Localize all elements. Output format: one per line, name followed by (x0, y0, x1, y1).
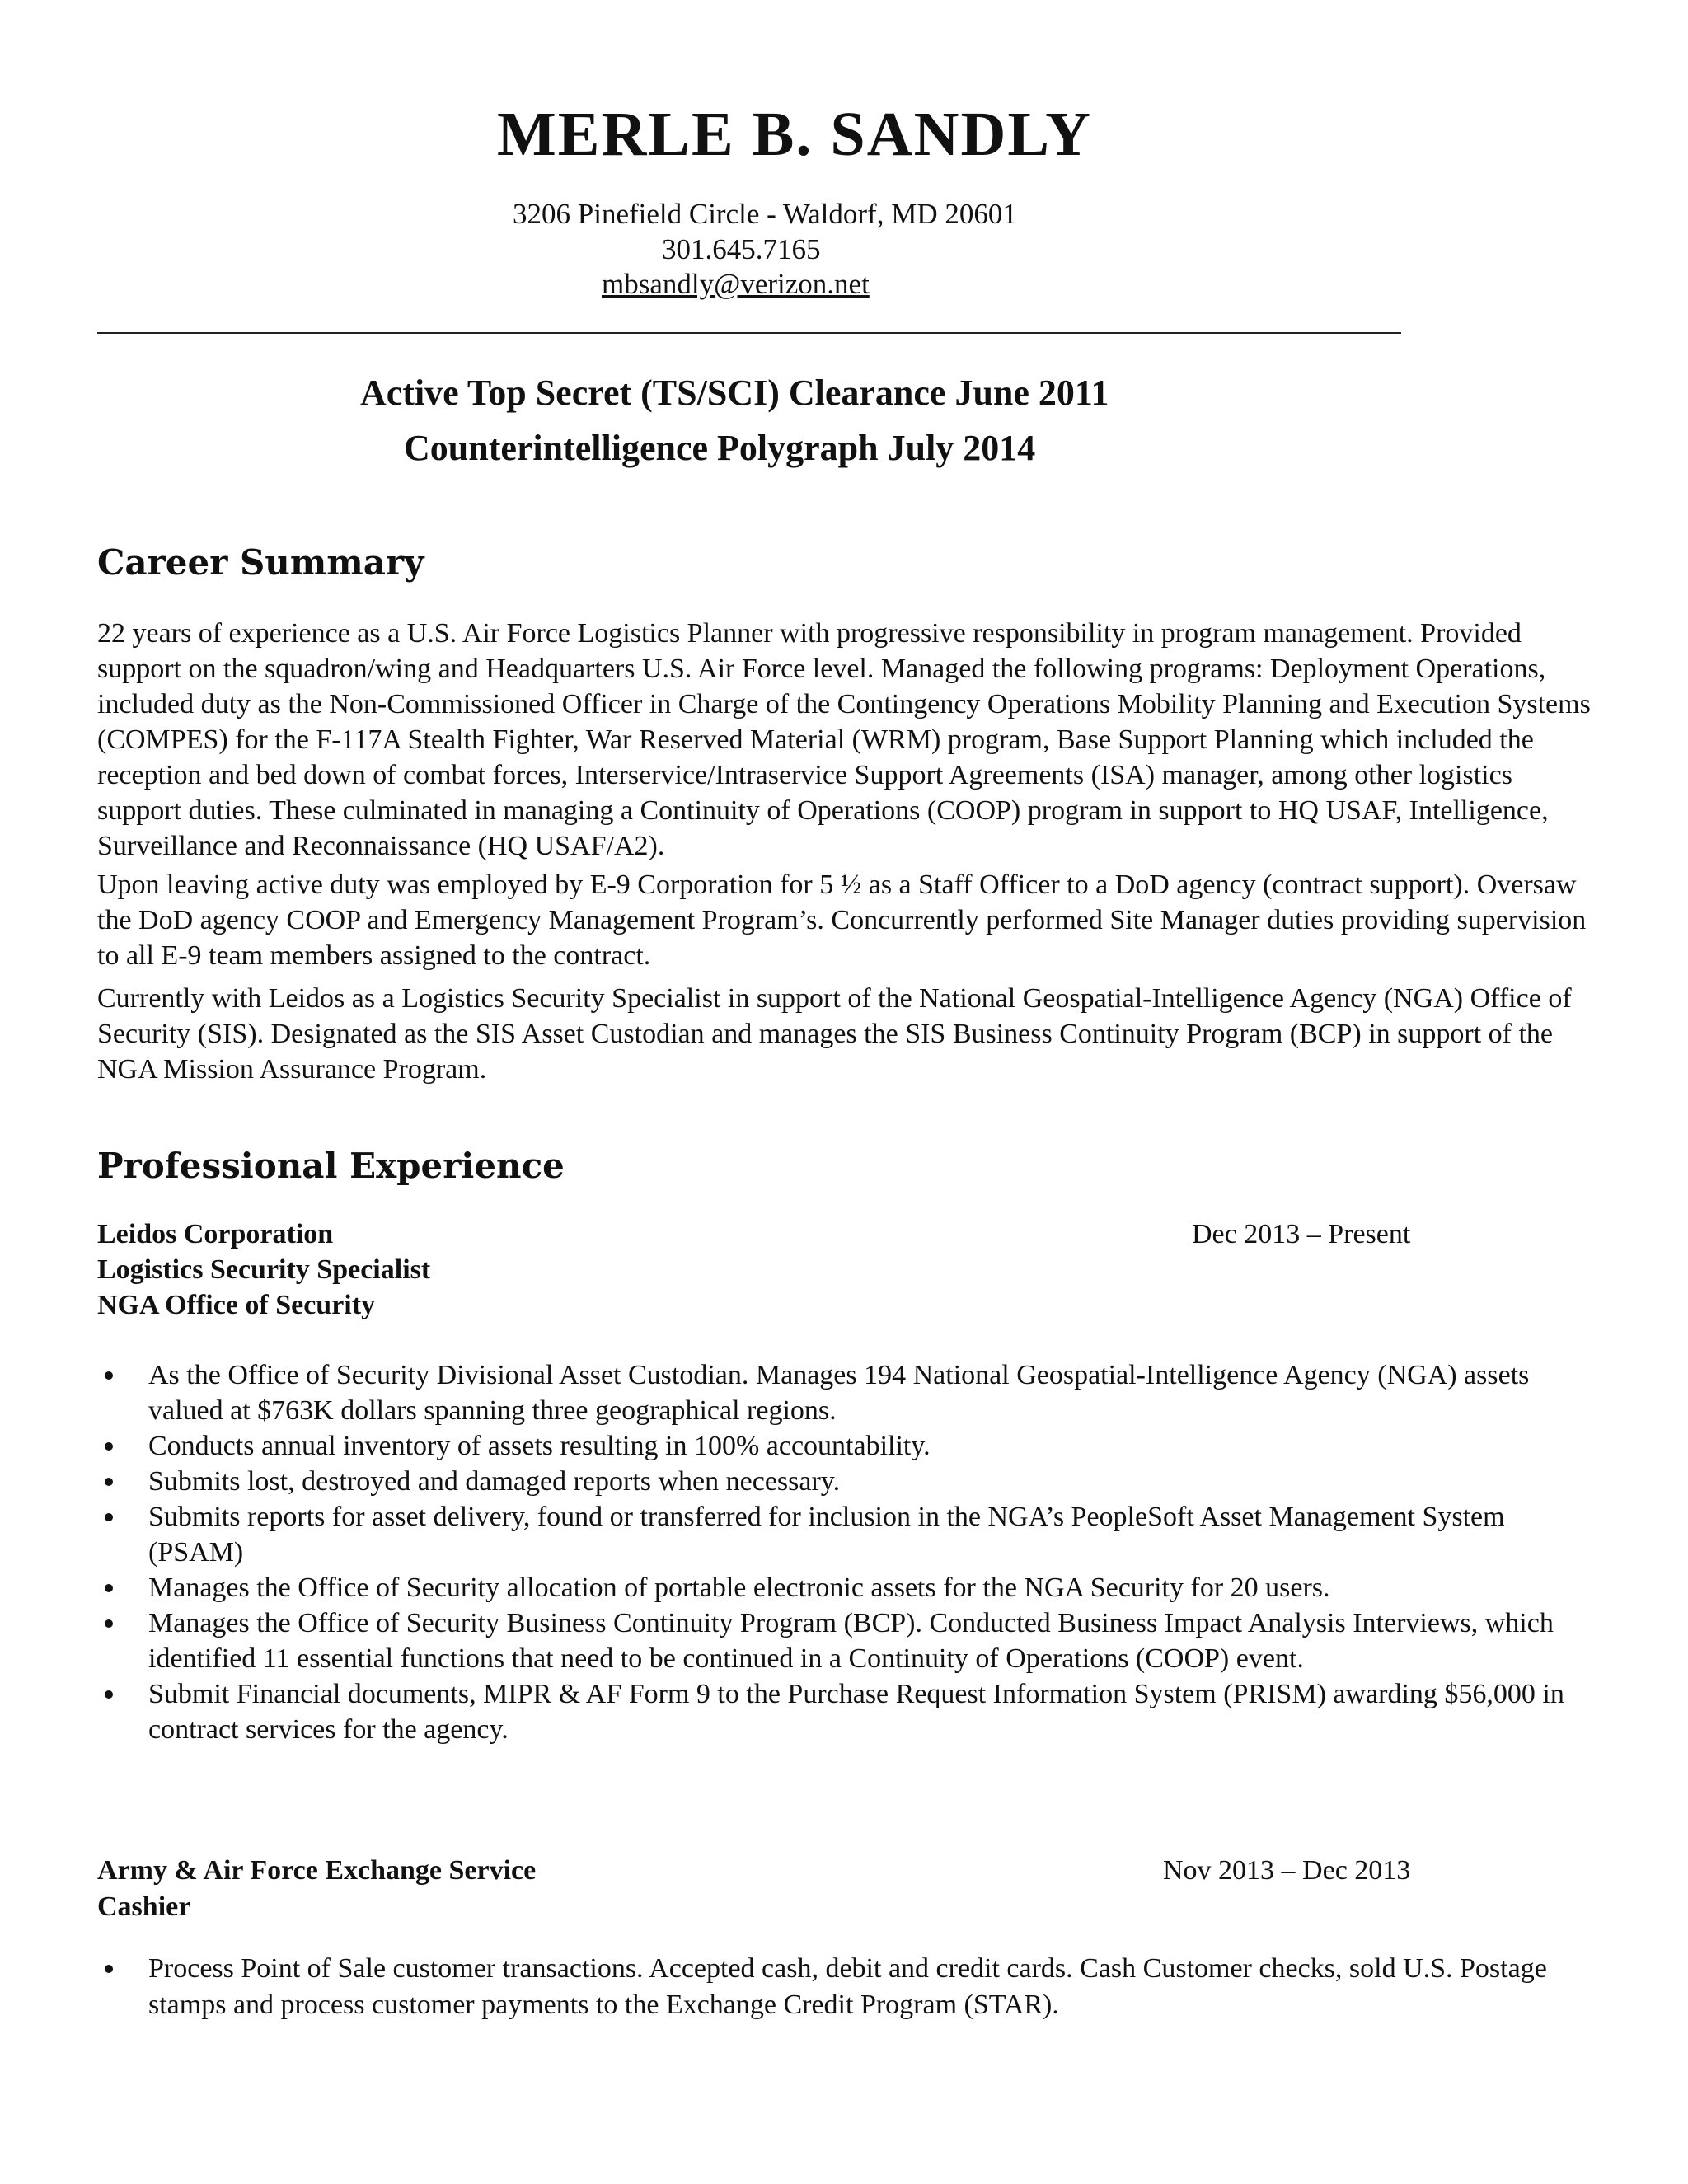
clearance-line: Active Top Secret (TS/SCI) Clearance June 2011 (360, 373, 1109, 413)
resume-name-text: MERLE B. SANDLY (497, 100, 1092, 169)
polygraph-line: Counterintelligence Polygraph July 2014 (404, 428, 1036, 468)
job-dates: Dec 2013 – Present (1192, 1219, 1411, 1249)
header-divider (97, 332, 1401, 334)
bullet-icon (105, 1371, 113, 1380)
job-unit: NGA Office of Security (97, 1290, 376, 1320)
bullet-text: Submits reports for asset delivery, found or transferred for inclusion in the NGA’s PeopleSoft Asset Management System (PSAM) (148, 1502, 1505, 1568)
job-employer: Army & Air Force Exchange Service (97, 1855, 537, 1886)
job-title: Logistics Security Specialist (97, 1254, 431, 1285)
bullet-icon (105, 1619, 113, 1628)
career-summary-heading: Career Summary (97, 542, 424, 583)
contact-address: 3206 Pinefield Circle - Waldorf, MD 20601 (513, 198, 1017, 230)
contact-email-link[interactable]: mbsandly@verizon.net (602, 268, 870, 300)
summary-paragraph: 22 years of experience as a U.S. Air Force Logistics Planner with progressive responsibility in program management. Provided support on the squadron/wing and Headquarters U.S. Air Force level. Managed the following programs: Deployment Operations, included duty as the Non-Commissioned Officer in Charge of the Contingency Operations Mobility Planning and Execution Systems (COMPES) for the F-117A Stealth Fighter, War Reserved Material (WRM) program, Base Support Planning which included the reception and bed down of combat forces, Interservice/Intraservice Support Agreements (ISA) manager, among other logistics support duties. These culminated in managing a Continuity of Operations (COOP) program in support to HQ USAF, Intelligence, Surveillance and Reconnaissance (HQ USAF/A2). (97, 618, 1591, 861)
summary-paragraph: Currently with Leidos as a Logistics Security Specialist in support of the National Geospatial-Intelligence Agency (NGA) Office of Security (SIS). Designated as the SIS Asset Custodian and manages the SIS Business Continuity Program (BCP) in support of the NGA Mission Assurance Program. (97, 983, 1572, 1085)
job-bullet-list (97, 1951, 1581, 2023)
job-dates: Nov 2013 – Dec 2013 (1163, 1855, 1411, 1886)
contact-phone: 301.645.7165 (662, 233, 821, 265)
bullet-icon (105, 1442, 113, 1451)
bullet-text: Manages the Office of Security Business Continuity Program (BCP). Conducted Business Impact Analysis Interviews, which identified 11 essential functions that need to be continued in a Continuity of Operations (COOP) event. (148, 1608, 1554, 1674)
list-item (97, 1428, 1581, 1464)
bullet-icon (105, 1690, 113, 1699)
professional-experience-heading: Professional Experience (97, 1146, 565, 1186)
bullet-text: Conducts annual inventory of assets resulting in 100% accountability. (148, 1431, 931, 1461)
bullet-icon (105, 1584, 113, 1592)
bullet-text: Process Point of Sale customer transactions. Accepted cash, debit and credit cards. Cash Customer checks, sold U.S. Postage stamps and process customer payments to the Exchange Credit Program (STAR). (148, 1953, 1547, 2020)
list-item (97, 1951, 1581, 2023)
list-item (97, 1464, 1581, 1499)
list-item (97, 1357, 1581, 1428)
summary-paragraph: Upon leaving active duty was employed by E-9 Corporation for 5 ½ as a Staff Officer to a DoD agency (contract support). Oversaw the DoD agency COOP and Emergency Management Program’s. Concurrently performed Site Manager duties providing supervision to all E-9 team members assigned to the contract. (97, 869, 1587, 971)
bullet-text: As the Office of Security Divisional Asset Custodian. Manages 194 National Geospatial-Intelligence Agency (NGA) assets valued at $763K dollars spanning three geographical regions. (148, 1360, 1530, 1426)
bullet-text: Submit Financial documents, MIPR & AF Form 9 to the Purchase Request Information System (PRISM) awarding $56,000 in contract services for the agency. (148, 1679, 1564, 1745)
bullet-icon (105, 1478, 113, 1486)
job-employer: Leidos Corporation (97, 1219, 334, 1249)
list-item (97, 1570, 1581, 1605)
bullet-icon (105, 1513, 113, 1521)
job-title: Cashier (97, 1891, 191, 1922)
list-item (97, 1605, 1581, 1676)
job-bullet-list (97, 1357, 1581, 1747)
resume-name (0, 99, 1688, 171)
bullet-icon (105, 1965, 113, 1973)
list-item (97, 1499, 1581, 1570)
bullet-text: Manages the Office of Security allocation of portable electronic assets for the NGA Security for 20 users. (148, 1572, 1330, 1603)
list-item (97, 1676, 1581, 1747)
bullet-text: Submits lost, destroyed and damaged reports when necessary. (148, 1466, 841, 1497)
